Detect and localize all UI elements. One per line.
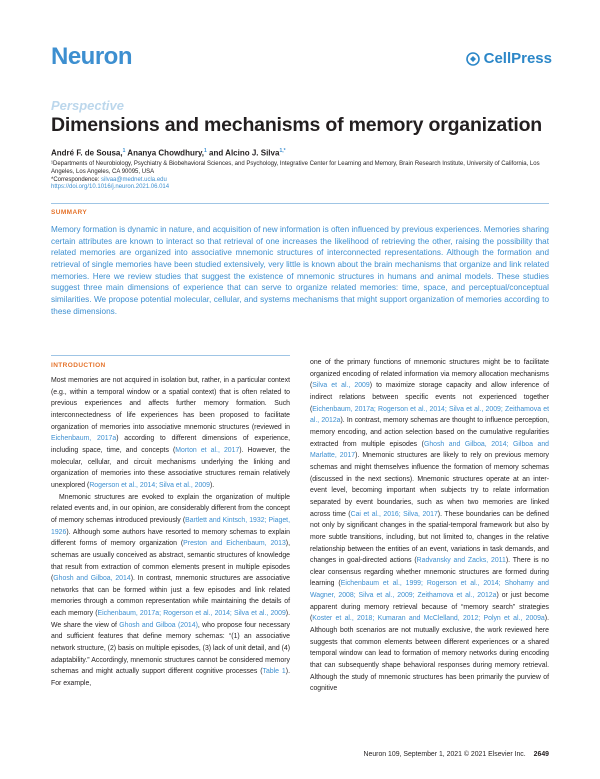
cellpress-logo-icon	[466, 52, 480, 66]
body-text: one of the primary functions of mnemonic structures might be to facilitate organized encoding of related information via memory allocation mechanisms (	[310, 359, 549, 390]
citation-link[interactable]: Eichenbaum, 2017a	[51, 435, 117, 443]
summary-heading: SUMMARY	[51, 209, 88, 216]
author-affil-mark: 1,*	[279, 148, 286, 154]
journal-title: Neuron	[51, 43, 132, 70]
body-text: , who propose four necessary and sufficient features that define memory schemas: “(1) an associative network structure, (2) basis on multiple episodes, (3) lack of unit detail, and (4) adaptability.” Accordingly, mnemonic structures cannot be considered memory schemas and might actually support different cognitive processes (	[51, 621, 290, 676]
publisher-name: CellPress	[483, 50, 552, 67]
article-type: Perspective	[51, 98, 124, 113]
publisher-logo	[466, 50, 552, 67]
divider	[51, 203, 549, 204]
citation-link[interactable]: Bartlett and Kintsch, 1932; Piaget, 1926	[51, 516, 290, 536]
body-text: ). In contrast, memory schemas are thought to influence perception, memory encoding, and action selection based on the cumulative regularities extracted from multiple episodes (	[310, 417, 549, 448]
body-text: ). Although some authors have resorted to memory schemas to explain different forms of memory organization (	[51, 528, 290, 548]
citation-link[interactable]: Morton et al., 2017	[175, 446, 240, 454]
body-text: ). We share the view of	[51, 610, 291, 629]
body-text: ). However, the molecular, cellular, and circuit mechanisms underlying the linking and organization of memories into these associative structures remain relatively unexplored (	[51, 446, 290, 489]
summary-text: Memory formation is dynamic in nature, and acquisition of new information is often influenced by previous experiences. Memories sharing certain attributes are known to interact so that retrieval of one increases the likelihood of retrieving the other, raising the possibility that related memories are organized into associative mnemonic structures of interconnected representations. Although the formation and retrieval of single memories have been studied extensively, very little is known about the brain mechanisms that organize and link related memories. Here we review studies that suggest the existence of mnemonic structures in humans and animal models. These studies suggest three main dimensions of experience that can serve to organize related memories: time, space, and perceptual/conceptual similarities. We propose potential molecular, cellular, and systems mechanisms that might support organization of memories according to these dimensions.	[51, 225, 549, 316]
page-footer	[364, 751, 549, 758]
author-affil-mark: 1	[204, 148, 207, 154]
introduction-heading: INTRODUCTION	[51, 362, 106, 369]
citation-link[interactable]: Silva et al., 2009	[312, 382, 370, 390]
correspondence-email-link[interactable]: silvaa@mednet.ucla.edu	[101, 177, 167, 183]
body-paragraph	[51, 375, 290, 492]
doi-link[interactable]: https://doi.org/10.1016/j.neuron.2021.06.014	[51, 184, 170, 190]
body-text: Most memories are not acquired in isolation but, rather, in a particular context (e.g., within a temporal window or a spatial context) that is often related to previous experiences and affects further memory formation. Such interconnectedness of life experiences has been proposed to facilitate organization of memories into associative mnemonic structures (reviewed in	[51, 377, 290, 431]
body-paragraph	[51, 492, 290, 690]
body-text: Mnemonic structures are evoked to explain the organization of multiple related events and, in our opinion, are considerably different from the concept of memory schemas introduced previously (	[51, 493, 290, 524]
body-text: ) or just become apparent during memory retrieval because of “memory search” strategies (	[310, 592, 549, 623]
author-name[interactable]: Ananya Chowdhury,	[125, 148, 205, 158]
body-text: ).	[209, 481, 215, 489]
footer-citation: Neuron 109, September 1, 2021 © 2021 Elsevier Inc.	[363, 751, 526, 758]
author-affil-mark: 1	[122, 148, 126, 154]
divider	[51, 355, 290, 356]
correspondence-label: *Correspondence:	[51, 177, 102, 183]
citation-link[interactable]: Cai et al., 2016; Silva, 2017	[350, 510, 438, 518]
author-name[interactable]: André F. de Sousa,	[51, 148, 123, 158]
body-text: ). For example,	[51, 668, 290, 688]
author-list	[51, 148, 286, 158]
body-text: ). There is no clear consensus regarding whether mnemonic structures are formed during learning (	[310, 557, 549, 588]
body-paragraph	[310, 357, 549, 695]
citation-link[interactable]: Ghosh and Gilboa (2014)	[119, 621, 198, 629]
author-name[interactable]: and Alcino J. Silva	[206, 148, 280, 158]
citation-link[interactable]: Koster et al., 2018; Kumaran and McClelland, 2012; Polyn et al., 2009a	[312, 615, 545, 623]
citation-link[interactable]: Eichenbaum et al., 1999; Rogerson et al., 2014; Shohamy and Wagner, 2008; Silva et al., 2009; Zeithamova et al., 2012a	[310, 580, 549, 600]
intro-left-column	[51, 375, 290, 690]
citation-link[interactable]: Rogerson et al., 2014; Silva et al., 2009	[89, 481, 210, 489]
body-text: ). In contrast, mnemonic structures are associative networks that can be formed within just a few episodes and link related memories through a common representation while maintaining the details of each memory (	[51, 575, 290, 618]
citation-link[interactable]: Eichenbaum, 2017a; Rogerson et al., 2014; Silva et al., 2009	[97, 610, 286, 618]
body-text: ). Although both scenarios are not mutually exclusive, the work reviewed here suggests that common elements between different experiences or a shared temporal window can lead to formation of memory networks during encoding that can subsequently shape behavioral responses during memory retrieval. Although the study of mnemonic structures has been primarily the purview of cognitive	[310, 615, 549, 693]
body-text: ), schemas are usually conceived as abstract, semantic structures of knowledge that result from extraction of common elements present in multiple episodes (	[51, 540, 290, 583]
citation-link[interactable]: Ghosh and Gilboa, 2014	[53, 575, 131, 583]
correspondence	[51, 176, 167, 184]
body-text: ). These boundaries can be defined not only by significant changes in the spatial-temporal framework but also by more subtle transitions, including, but not limited to, changes in the relative relationship between the entities of an event, variations in task demands, and changes in goal-directed actions (	[310, 510, 549, 565]
affiliation: ¹Departments of Neurobiology, Psychiatry & Biobehavioral Sciences, and Psychology, Integrative Center for Learning and Memory, Brain Research Institute, University of California, Los Angeles, Los Angeles, CA 90095, USA	[51, 161, 540, 175]
body-text: ) to maximize storage capacity and allow inference of indirect relations between specific events not experienced together (	[310, 382, 549, 413]
body-text: ) according to different dimensions of experience, including space, time, and concepts (	[51, 435, 291, 454]
page-number: 2649	[533, 751, 549, 758]
citation-link[interactable]: Table 1	[262, 668, 286, 676]
intro-right-column	[310, 357, 549, 695]
citation-link[interactable]: Eichenbaum, 2017a; Rogerson et al., 2014; Silva et al., 2009; Zeithamova et al., 2012a	[310, 405, 549, 425]
citation-link[interactable]: Radvansky and Zacks, 2011	[416, 557, 506, 565]
citation-link[interactable]: Ghosh and Gilboa, 2014; Gilboa and Marlatte, 2017	[310, 440, 549, 460]
article-title: Dimensions and mechanisms of memory organization	[51, 114, 543, 136]
body-text: ). Mnemonic structures are likely to rely on previous memory schemas and might themselves influence the formation of memory schemas (discussed in the next sections). Mnemonic structures operate at an inter-event level, becoming important when subjects try to relate information separated by event boundaries, such as when two memories are linked across time (	[310, 452, 549, 518]
citation-link[interactable]: Preston and Eichenbaum, 2013	[183, 540, 286, 548]
